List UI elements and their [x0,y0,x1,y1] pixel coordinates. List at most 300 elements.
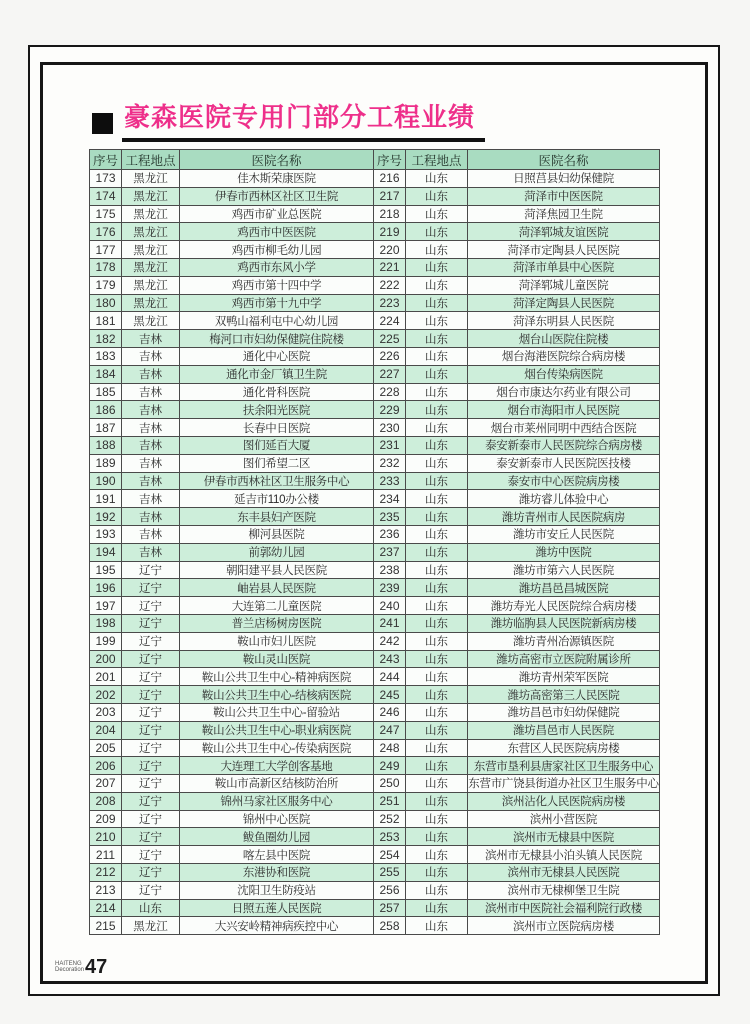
table-cell: 鸡西市第十九中学 [180,294,374,312]
table-cell: 黑龙江 [122,294,180,312]
table-cell: 潍坊青州市人民医院病房 [468,508,660,526]
table-cell: 潍坊高密第三人民医院 [468,686,660,704]
table-cell: 滨州市无棣柳堡卫生院 [468,881,660,899]
table-cell: 黑龙江 [122,258,180,276]
table-cell: 山东 [406,525,468,543]
table-cell: 山东 [406,792,468,810]
table-cell: 228 [374,383,406,401]
table-row [90,330,660,348]
table-cell: 山东 [406,703,468,721]
table-cell: 234 [374,490,406,508]
table-cell: 滨州市无棣县小泊头镇人民医院 [468,846,660,864]
table-cell: 延吉市110办公楼 [180,490,374,508]
table-cell: 沈阳卫生防疫站 [180,881,374,899]
table-cell: 179 [90,276,122,294]
table-row [90,312,660,330]
table-row [90,846,660,864]
table-cell: 250 [374,775,406,793]
table-cell: 山东 [406,347,468,365]
table-cell: 189 [90,454,122,472]
table-row [90,223,660,241]
table-cell: 246 [374,703,406,721]
table-row [90,365,660,383]
table-cell: 菏泽市定陶县人民医院 [468,241,660,259]
table-cell: 240 [374,597,406,615]
table-row [90,205,660,223]
table-cell: 菏泽郓城友谊医院 [468,223,660,241]
table-cell: 潍坊市安丘人民医院 [468,525,660,543]
table-cell: 山东 [406,170,468,188]
table-cell: 190 [90,472,122,490]
column-header: 序号 [374,150,406,170]
table-cell: 255 [374,864,406,882]
table-cell: 烟台市康达尔药业有限公司 [468,383,660,401]
table-cell: 大连第二儿童医院 [180,597,374,615]
table-row [90,187,660,205]
table-cell: 鞍山灵山医院 [180,650,374,668]
table-row [90,472,660,490]
table-cell: 辽宁 [122,881,180,899]
table-cell: 岫岩县人民医院 [180,579,374,597]
table-cell: 辽宁 [122,686,180,704]
table-row [90,810,660,828]
table-cell: 鞍山公共卫生中心-结核病医院 [180,686,374,704]
table-cell: 173 [90,170,122,188]
table-cell: 185 [90,383,122,401]
table-cell: 菏泽东明县人民医院 [468,312,660,330]
table-cell: 山东 [406,579,468,597]
table-cell: 242 [374,632,406,650]
table-cell: 252 [374,810,406,828]
table-cell: 潍坊高密市立医院附属诊所 [468,650,660,668]
table-cell: 249 [374,757,406,775]
table-cell: 177 [90,241,122,259]
page-title: 豪森医院专用门部分工程业绩 [122,103,485,142]
footer-brand-text [55,961,84,973]
table-cell: 柳河县医院 [180,525,374,543]
table-cell: 辽宁 [122,703,180,721]
table-cell: 鞍山公共卫生中心-精神病医院 [180,668,374,686]
table-cell: 山东 [406,561,468,579]
table-cell: 辽宁 [122,846,180,864]
table-cell: 山东 [406,828,468,846]
table-cell: 滨州小营医院 [468,810,660,828]
table-cell: 锦州马家社区服务中心 [180,792,374,810]
table-cell: 烟台市莱州同明中西结合医院 [468,419,660,437]
table-cell: 209 [90,810,122,828]
table-cell: 山东 [406,258,468,276]
table-cell: 日照莒县妇幼保健院 [468,170,660,188]
table-cell: 菏泽焦园卫生院 [468,205,660,223]
table-cell: 202 [90,686,122,704]
table-cell: 188 [90,436,122,454]
table-cell: 通化中心医院 [180,347,374,365]
table-cell: 204 [90,721,122,739]
table-cell: 图们延百大厦 [180,436,374,454]
table-cell: 辽宁 [122,739,180,757]
table-cell: 178 [90,258,122,276]
table-cell: 鸡西市中医医院 [180,223,374,241]
table-cell: 219 [374,223,406,241]
table-row [90,668,660,686]
table-cell: 佳木斯荣康医院 [180,170,374,188]
table-cell: 227 [374,365,406,383]
footer-brand-line1: HAITENG [55,961,82,967]
table-cell: 山东 [406,276,468,294]
table-cell: 泰安新泰市人民医院医技楼 [468,454,660,472]
table-cell: 山东 [406,419,468,437]
table-cell: 吉林 [122,383,180,401]
table-cell: 186 [90,401,122,419]
table-cell: 235 [374,508,406,526]
table-row [90,721,660,739]
table-row [90,686,660,704]
table-cell: 山东 [406,241,468,259]
table-header-row [90,150,660,170]
column-header: 医院名称 [468,150,660,170]
table-cell: 山东 [406,312,468,330]
table-cell: 山东 [406,881,468,899]
table-cell: 224 [374,312,406,330]
table-row [90,792,660,810]
table-row [90,917,660,935]
table-row [90,525,660,543]
table-cell: 山东 [406,757,468,775]
table-cell: 山东 [406,330,468,348]
table-cell: 175 [90,205,122,223]
table-cell: 鸡西市矿业总医院 [180,205,374,223]
table-cell: 221 [374,258,406,276]
table-cell: 山东 [406,294,468,312]
table-cell: 鸡西市第十四中学 [180,276,374,294]
table-cell: 山东 [406,597,468,615]
table-cell: 182 [90,330,122,348]
table-cell: 232 [374,454,406,472]
footer-brand [55,958,107,976]
table-row [90,739,660,757]
table-row [90,775,660,793]
table-cell: 195 [90,561,122,579]
table-cell: 吉林 [122,525,180,543]
table-cell: 山东 [406,383,468,401]
table-cell: 山东 [406,508,468,526]
table-cell: 山东 [406,490,468,508]
table-cell: 辽宁 [122,579,180,597]
table-cell: 伊春市西林区社区卫生院 [180,187,374,205]
table-row [90,508,660,526]
table-row [90,454,660,472]
page-number: 47 [85,956,108,978]
table-cell: 222 [374,276,406,294]
table-row [90,561,660,579]
table-cell: 吉林 [122,508,180,526]
table-cell: 烟台市海阳市人民医院 [468,401,660,419]
table-header [90,150,660,170]
table-cell: 201 [90,668,122,686]
table-cell: 黑龙江 [122,276,180,294]
table-cell: 239 [374,579,406,597]
table-cell: 东港协和医院 [180,864,374,882]
table-cell: 吉林 [122,490,180,508]
table-cell: 吉林 [122,419,180,437]
table-cell: 山东 [406,739,468,757]
table-cell: 200 [90,650,122,668]
table-cell: 山东 [406,810,468,828]
table-cell: 245 [374,686,406,704]
table-cell: 211 [90,846,122,864]
table-row [90,650,660,668]
table-cell: 吉林 [122,543,180,561]
table-cell: 日照五莲人民医院 [180,899,374,917]
table-cell: 225 [374,330,406,348]
table-cell: 236 [374,525,406,543]
table-cell: 吉林 [122,454,180,472]
table-cell: 伊春市西林社区卫生服务中心 [180,472,374,490]
page-outer-border [28,45,720,996]
table-cell: 潍坊昌邑市人民医院 [468,721,660,739]
table-row [90,614,660,632]
table-cell: 233 [374,472,406,490]
table-cell: 黑龙江 [122,205,180,223]
table-cell: 黑龙江 [122,223,180,241]
table-cell: 199 [90,632,122,650]
table-row [90,383,660,401]
table-cell: 辽宁 [122,757,180,775]
table-cell: 吉林 [122,401,180,419]
table-cell: 潍坊临朐县人民医院新病房楼 [468,614,660,632]
table-cell: 通化骨科医院 [180,383,374,401]
table-cell: 230 [374,419,406,437]
table-cell: 双鸭山福利屯中心幼儿园 [180,312,374,330]
table-cell: 208 [90,792,122,810]
table-cell: 吉林 [122,472,180,490]
table-row [90,276,660,294]
table-cell: 山东 [406,454,468,472]
table-cell: 辽宁 [122,597,180,615]
column-header: 工程地点 [406,150,468,170]
table-cell: 辽宁 [122,632,180,650]
table-cell: 192 [90,508,122,526]
table-cell: 东丰县妇产医院 [180,508,374,526]
table-cell: 黑龙江 [122,312,180,330]
table-row [90,579,660,597]
table-cell: 朝阳建平县人民医院 [180,561,374,579]
table-row [90,703,660,721]
table-row [90,258,660,276]
table-cell: 231 [374,436,406,454]
table-row [90,828,660,846]
table-cell: 菏泽市中医医院 [468,187,660,205]
table-row [90,294,660,312]
table-cell: 山东 [406,223,468,241]
table-cell: 197 [90,597,122,615]
table-row [90,864,660,882]
table-cell: 223 [374,294,406,312]
title-bullet-square [92,113,113,134]
table-cell: 潍坊市第六人民医院 [468,561,660,579]
table-cell: 256 [374,881,406,899]
table-cell: 滨州市中医院社会福利院行政楼 [468,899,660,917]
table-row [90,419,660,437]
table-cell: 213 [90,881,122,899]
table-cell: 鞍山公共卫生中心-留验站 [180,703,374,721]
table-cell: 大兴安岭精神病疾控中心 [180,917,374,935]
table-cell: 214 [90,899,122,917]
table-cell: 烟台传染病医院 [468,365,660,383]
footer-brand-line2: Decoration [55,967,85,973]
table-cell: 215 [90,917,122,935]
table-cell: 山东 [406,668,468,686]
table-cell: 喀左县中医院 [180,846,374,864]
table-cell: 前郭幼儿园 [180,543,374,561]
table-cell: 山东 [122,899,180,917]
table-row [90,347,660,365]
table-cell: 218 [374,205,406,223]
table-cell: 鸡西市东风小学 [180,258,374,276]
table-cell: 247 [374,721,406,739]
table-cell: 吉林 [122,365,180,383]
table-cell: 253 [374,828,406,846]
table-cell: 辽宁 [122,614,180,632]
table-cell: 潍坊寿光人民医院综合病房楼 [468,597,660,615]
table-cell: 206 [90,757,122,775]
table-cell: 梅河口市妇幼保健院住院楼 [180,330,374,348]
table-cell: 243 [374,650,406,668]
table-cell: 191 [90,490,122,508]
table-cell: 辽宁 [122,828,180,846]
table-cell: 滨州市无棣县中医院 [468,828,660,846]
table-cell: 鞍山市高新区结核防治所 [180,775,374,793]
table-cell: 220 [374,241,406,259]
table-cell: 东营市广饶县街道办社区卫生服务中心 [468,775,660,793]
page-inner-border [40,62,708,984]
table-body [90,170,660,935]
table-cell: 237 [374,543,406,561]
table-cell: 山东 [406,864,468,882]
table-cell: 鸡西市柳毛幼儿园 [180,241,374,259]
table-cell: 辽宁 [122,561,180,579]
table-cell: 山东 [406,436,468,454]
table-cell: 184 [90,365,122,383]
table-cell: 潍坊青州荣军医院 [468,668,660,686]
table-cell: 滨州市无棣县人民医院 [468,864,660,882]
table-cell: 滨州市立医院病房楼 [468,917,660,935]
table-cell: 198 [90,614,122,632]
table-cell: 扶余阳光医院 [180,401,374,419]
table-cell: 黑龙江 [122,170,180,188]
table-cell: 吉林 [122,330,180,348]
table-cell: 辽宁 [122,721,180,739]
table-cell: 229 [374,401,406,419]
table-cell: 普兰店杨树房医院 [180,614,374,632]
table-cell: 山东 [406,686,468,704]
table-row [90,436,660,454]
table-cell: 258 [374,917,406,935]
table-cell: 196 [90,579,122,597]
table-cell: 吉林 [122,347,180,365]
table-cell: 180 [90,294,122,312]
table-cell: 257 [374,899,406,917]
table-cell: 183 [90,347,122,365]
table-row [90,401,660,419]
table-cell: 212 [90,864,122,882]
table-cell: 黑龙江 [122,241,180,259]
table-cell: 山东 [406,650,468,668]
table-cell: 烟台海港医院综合病房楼 [468,347,660,365]
table-cell: 黑龙江 [122,917,180,935]
table-cell: 辽宁 [122,864,180,882]
table-cell: 潍坊青州冶源镇医院 [468,632,660,650]
table-cell: 210 [90,828,122,846]
table-cell: 潍坊昌邑昌城医院 [468,579,660,597]
table-cell: 山东 [406,721,468,739]
column-header: 序号 [90,150,122,170]
table-cell: 锦州中心医院 [180,810,374,828]
table-cell: 鲅鱼圈幼儿园 [180,828,374,846]
table-cell: 山东 [406,472,468,490]
table-cell: 238 [374,561,406,579]
title-block [92,103,485,142]
table-cell: 菏泽市单县中心医院 [468,258,660,276]
table-cell: 216 [374,170,406,188]
table-cell: 菏泽定陶县人民医院 [468,294,660,312]
table-row [90,757,660,775]
table-row [90,490,660,508]
table-cell: 辽宁 [122,668,180,686]
table-cell: 潍坊中医院 [468,543,660,561]
table-row [90,241,660,259]
table-row [90,881,660,899]
table-cell: 226 [374,347,406,365]
table-cell: 潍坊睿儿体验中心 [468,490,660,508]
table-cell: 通化市金厂镇卫生院 [180,365,374,383]
projects-table-container [89,149,659,935]
table-cell: 山东 [406,899,468,917]
table-cell: 241 [374,614,406,632]
table-cell: 泰安新泰市人民医院综合病房楼 [468,436,660,454]
table-cell: 山东 [406,614,468,632]
table-cell: 217 [374,187,406,205]
table-cell: 长春中日医院 [180,419,374,437]
table-cell: 潍坊昌邑市妇幼保健院 [468,703,660,721]
table-cell: 山东 [406,187,468,205]
table-cell: 菏泽郓城儿童医院 [468,276,660,294]
table-cell: 山东 [406,632,468,650]
table-cell: 187 [90,419,122,437]
column-header: 医院名称 [180,150,374,170]
column-header: 工程地点 [122,150,180,170]
table-cell: 174 [90,187,122,205]
table-cell: 东营区人民医院病房楼 [468,739,660,757]
table-cell: 黑龙江 [122,187,180,205]
table-row [90,899,660,917]
table-cell: 山东 [406,401,468,419]
table-cell: 193 [90,525,122,543]
table-cell: 滨州沾化人民医院病房楼 [468,792,660,810]
table-cell: 山东 [406,365,468,383]
table-cell: 山东 [406,543,468,561]
table-cell: 203 [90,703,122,721]
table-cell: 吉林 [122,436,180,454]
table-cell: 244 [374,668,406,686]
table-cell: 205 [90,739,122,757]
table-cell: 泰安市中心医院病房楼 [468,472,660,490]
table-cell: 鞍山公共卫生中心-传染病医院 [180,739,374,757]
table-cell: 176 [90,223,122,241]
table-cell: 辽宁 [122,650,180,668]
table-cell: 辽宁 [122,810,180,828]
table-cell: 181 [90,312,122,330]
